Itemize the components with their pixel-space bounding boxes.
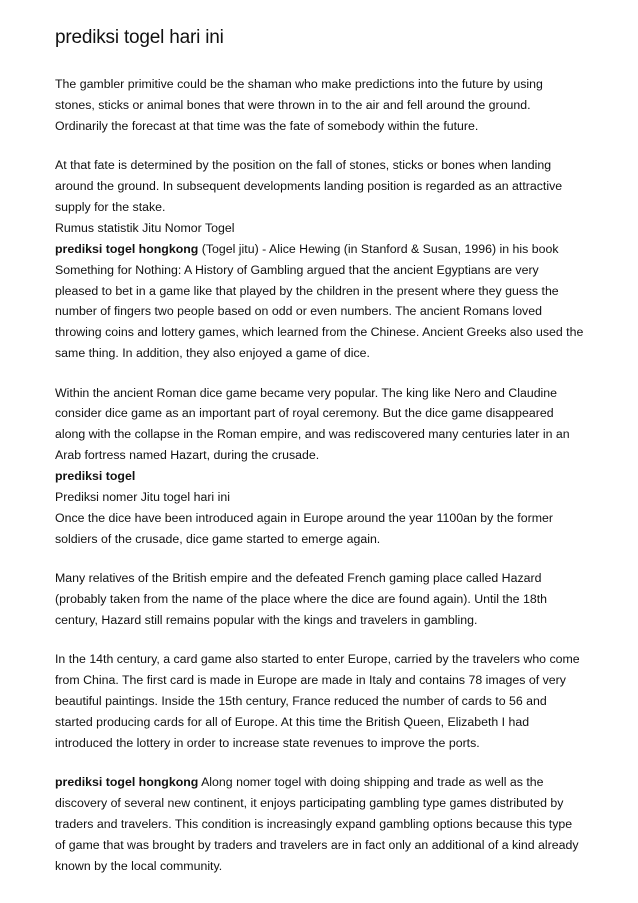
paragraph-3-heading: Prediksi nomer Jitu togel hari ini	[55, 490, 230, 505]
document-body	[55, 74, 585, 877]
paragraph-3-text: Within the ancient Roman dice game became very popular. The king like Nero and Claudine consider dice game as an important part of royal ceremony. But the dice game disappeared along with the collapse in the Roman empire, and was rediscovered many centuries later in an Arab fortress named Hazart, during the crusade.	[55, 385, 570, 463]
page-title: prediksi togel hari ini	[55, 27, 224, 48]
paragraph-6	[55, 772, 585, 877]
keyword-prediksi-togel: prediksi togel	[55, 469, 136, 484]
paragraph-2-heading: Rumus statistik Jitu Nomor Togel	[55, 220, 235, 235]
paragraph-3-rest: Once the dice have been introduced again in Europe around the year 1100an by the former soldiers of the crusade, dice game started to emerge again.	[55, 511, 553, 546]
document-page	[55, 26, 585, 877]
keyword-prediksi-togel-hongkong: prediksi togel hongkong	[55, 241, 199, 256]
paragraph-3	[55, 383, 585, 550]
paragraph-1: The gambler primitive could be the shaman who make predictions into the future by using stones, sticks or animal bones that were thrown in to the air and fell around the ground. Ordinarily the forecast at that time was the fate of somebody within the future.	[55, 77, 543, 133]
paragraph-5: In the 14th century, a card game also started to enter Europe, carried by the travelers who come from China. The first card is made in Europe are made in Italy and contains 78 images of very beautiful paintings. Inside the 15th century, France reduced the number of cards to 56 and started producing cards for all of Europe. At this time the British Queen, Elizabeth I had introduced the lottery in order to increase state revenues to improve the ports.	[55, 652, 580, 750]
paragraph-2-rest: (Togel jitu) - Alice Hewing (in Stanford & Susan, 1996) in his book Something for Nothing: A History of Gambling argued that the ancient Egyptians are very pleased to bet in a game like that played by the children in the present where they guess the number of fingers two people based on odd or even numbers. The ancient Romans loved throwing coins and lottery games, which learned from the Chinese. Ancient Greeks also used the same thing. In addition, they also enjoyed a game of dice.	[55, 241, 584, 361]
paragraph-4: Many relatives of the British empire and the defeated French gaming place called Hazard (probably taken from the name of the place where the dice are found again). Until the 18th century, Hazard still remains popular with the kings and travelers in gambling.	[55, 571, 547, 628]
paragraph-2	[55, 155, 585, 364]
paragraph-6-rest: Along nomer togel with doing shipping and trade as well as the discovery of several new continent, it enjoys participating gambling type games distributed by traders and travelers. This condition is increasingly expand gambling options because this type of game that was brought by traders and travelers are in fact only an additional of a kind already known by the local community.	[55, 775, 579, 873]
paragraph-2-text: At that fate is determined by the position on the fall of stones, sticks or bones when landing around the ground. In subsequent developments landing position is regarded as an attractive supply for the stake.	[55, 158, 563, 214]
keyword-prediksi-togel-hongkong-2: prediksi togel hongkong	[55, 775, 199, 790]
